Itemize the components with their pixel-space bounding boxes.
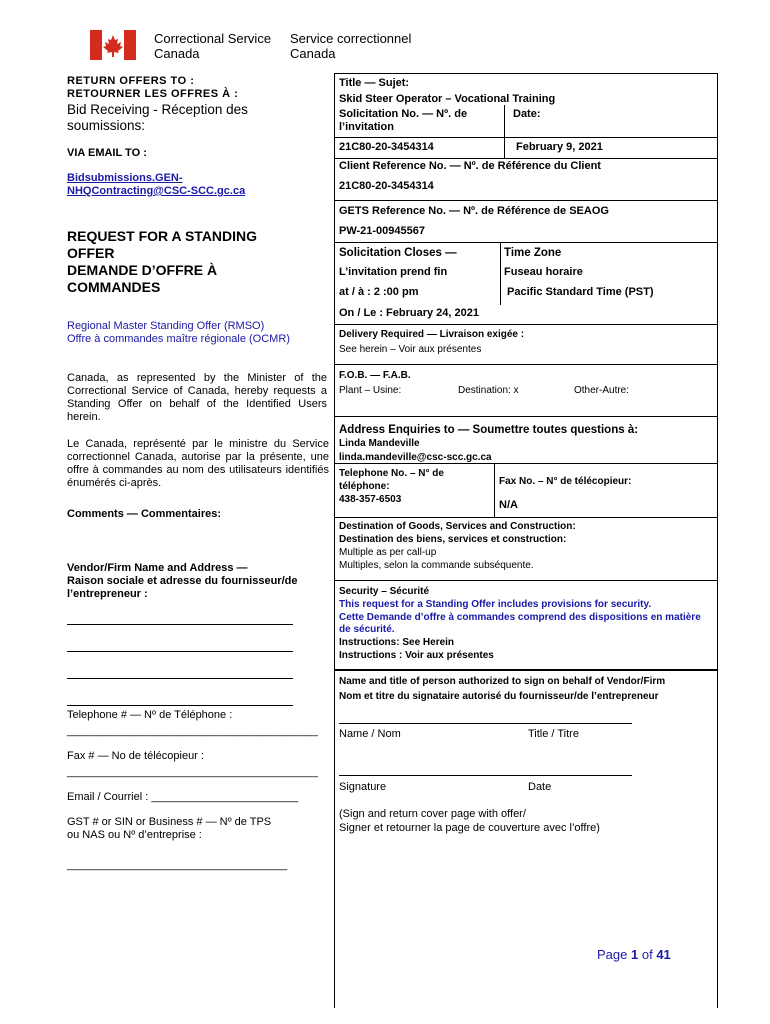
page-prefix: Page — [597, 947, 628, 962]
closes-time: at / à : 2 :00 pm — [339, 286, 419, 298]
enquiries-label: Address Enquiries to — Soumettre toutes questions à: — [339, 424, 639, 436]
vendor-address-line-3[interactable] — [67, 678, 293, 679]
gets-ref-label: GETS Reference No. — Nº. de Référence de SEAOG — [339, 205, 609, 217]
date-value: February 9, 2021 — [516, 141, 603, 153]
req-line4: COMMANDES — [67, 279, 161, 295]
divider — [334, 200, 717, 201]
gst-label — [67, 816, 271, 842]
name-label: Name / Nom — [339, 728, 401, 740]
vendor-line2: Raison sociale et adresse du fournisseur/de — [67, 575, 298, 587]
rmso-label — [67, 320, 290, 346]
dest-goods-label-fr: Destination des biens, services et construction: — [339, 534, 567, 545]
security-text-en: This request for a Standing Offer includes provisions for security. — [339, 599, 652, 610]
security-text-fr: Cette Demande d’offre à commandes comprend des dispositions en matière — [339, 612, 701, 623]
closes-label: Solicitation Closes — — [339, 247, 457, 259]
gst-field[interactable]: ____________________________________ — [67, 859, 288, 871]
vendor-address-line-4[interactable] — [67, 705, 293, 706]
page-current: 1 — [631, 947, 639, 962]
return-offers-fr: RETOURNER LES OFFRES À : — [67, 88, 239, 100]
destination-label: Destination: x — [458, 385, 519, 396]
divider — [504, 105, 505, 158]
vendor-line1: Vendor/Firm Name and Address — — [67, 562, 248, 574]
page-of: of — [641, 947, 653, 962]
security-label: Security – Sécurité — [339, 586, 430, 597]
authorized-signer-label — [339, 675, 665, 703]
dest-goods-value: Multiple as per call-up — [339, 547, 437, 558]
gets-ref-value: PW-21-00945567 — [339, 225, 426, 237]
divider — [334, 137, 717, 138]
bid-email-line2: NHQContracting@CSC-SCC.gc.ca — [67, 185, 246, 197]
rmso-fr: Offre à commandes maître régionale (OCMR) — [67, 333, 290, 345]
title-label-sign: Title / Titre — [528, 728, 579, 740]
via-email-label: VIA EMAIL TO : — [67, 147, 147, 159]
telephone-no-label — [339, 467, 444, 493]
title-label: Title — Sujet: — [339, 77, 410, 89]
delivery-label: Delivery Required — Livraison exigée : — [339, 329, 525, 340]
vendor-address-line-1[interactable] — [67, 624, 293, 625]
solicitation-label-line1: Solicitation No. — Nº. de — [339, 108, 468, 120]
rmso-en: Regional Master Standing Offer (RMSO) — [67, 320, 265, 332]
tel-label-line2: téléphone: — [339, 481, 390, 492]
divider — [334, 242, 717, 243]
instructions-en: Instructions: See Herein — [339, 637, 455, 648]
page-total: 41 — [656, 947, 671, 962]
contact-email[interactable]: linda.mandeville@csc-scc.gc.ca — [339, 452, 492, 463]
authorized-signer-fr: Nom et titre du signataire autorisé du fournisseur/de l’entrepreneur — [339, 691, 659, 702]
divider — [334, 580, 717, 581]
canada-flag-logo — [90, 30, 136, 60]
solicitation-no-label — [339, 108, 467, 134]
dept-name-en — [154, 31, 271, 61]
divider — [500, 242, 501, 305]
dept-fr-line1: Service correctionnel — [290, 31, 412, 46]
closes-date: On / Le : February 24, 2021 — [339, 307, 480, 319]
bid-receiving — [67, 102, 248, 134]
comments-label: Comments — Commentaires: — [67, 508, 222, 520]
date-label: Date: — [513, 108, 541, 120]
bid-receiving-line2: soumissions: — [67, 118, 146, 133]
client-ref-label: Client Reference No. — Nº. de Référence du Client — [339, 160, 601, 172]
title-value: Skid Steer Operator – Vocational Training — [339, 93, 556, 105]
signature-label: Signature — [339, 781, 387, 793]
tel-label-line1: Telephone No. – N° de — [339, 468, 444, 479]
plant-label: Plant – Usine: — [339, 385, 402, 396]
vendor-address-line-2[interactable] — [67, 651, 293, 652]
name-title-line[interactable] — [339, 723, 632, 724]
canada-request-en: Canada, as represented by the Minister of the Correctional Service of Canada, hereby requests a Standing Offer on behalf of the Identified Users herein. — [67, 372, 327, 423]
req-line2: OFFER — [67, 245, 115, 261]
authorized-signer-en: Name and title of person authorized to sign on behalf of Vendor/Firm — [339, 676, 666, 687]
solicitation-no-value: 21C80-20-3454314 — [339, 141, 434, 153]
divider — [334, 158, 717, 159]
fax-field[interactable]: _________________________________________ — [67, 766, 318, 778]
req-line1: REQUEST FOR A STANDING — [67, 228, 258, 244]
telephone-label: Telephone # — Nº de Téléphone : — [67, 709, 233, 721]
return-offers-label — [67, 75, 238, 101]
divider — [334, 364, 717, 365]
bid-email-link[interactable] — [67, 172, 245, 198]
dept-name-fr — [290, 31, 411, 61]
dept-fr-line2: Canada — [290, 46, 336, 61]
canada-request-fr: Le Canada, représenté par le ministre du Service correctionnel Canada, autorise par la présente, une offre à commandes au nom des utilisateurs identifiés énumérés ci-après. — [67, 438, 329, 489]
delivery-value: See herein – Voir aux présentes — [339, 344, 482, 355]
dept-en-line1: Correctional Service — [154, 31, 272, 46]
gst-line1: GST # or SIN or Business # — Nº de TPS — [67, 816, 272, 828]
solicitation-label-line2: l’invitation — [339, 121, 394, 133]
email-field[interactable]: Email / Courriel : ________________________ — [67, 791, 299, 803]
req-line3: DEMANDE D’OFFRE À — [67, 262, 218, 278]
timezone-label: Time Zone — [504, 247, 562, 259]
fax-no-value: N/A — [499, 499, 518, 511]
fob-label: F.O.B. — F.A.B. — [339, 370, 411, 381]
sign-return-note — [339, 807, 600, 835]
security-text-fr-2: de sécurité. — [339, 624, 395, 635]
client-ref-value: 21C80-20-3454314 — [339, 180, 434, 192]
instructions-fr: Instructions : Voir aux présentes — [339, 650, 494, 661]
request-standing-offer-title — [67, 228, 257, 296]
divider — [334, 517, 717, 518]
dept-en-line2: Canada — [154, 46, 200, 61]
divider — [334, 324, 717, 325]
sign-return-fr: Signer et retourner la page de couverture avec l’offre) — [339, 822, 600, 834]
divider — [334, 416, 717, 417]
bid-receiving-line1: Bid Receiving - Réception des — [67, 102, 248, 117]
sign-return-en: (Sign and return cover page with offer/ — [339, 808, 526, 820]
closes-label-fr: L’invitation prend fin — [339, 266, 448, 278]
date-label-sign: Date — [528, 781, 552, 793]
gst-line2: ou NAS ou Nº d’entreprise : — [67, 829, 202, 841]
signature-line[interactable] — [339, 775, 632, 776]
telephone-no-value: 438-357-6503 — [339, 494, 402, 505]
bid-email-line1: Bidsubmissions.GEN- — [67, 172, 183, 184]
vendor-label — [67, 562, 297, 601]
timezone-label-fr: Fuseau horaire — [504, 266, 583, 278]
return-offers-en: RETURN OFFERS TO : — [67, 75, 195, 87]
telephone-field[interactable]: _________________________________________ — [67, 725, 318, 737]
other-label: Other-Autre: — [574, 385, 630, 396]
dest-goods-value-fr: Multiples, selon la commande subséquente. — [339, 560, 534, 571]
contact-name: Linda Mandeville — [339, 438, 420, 449]
page-number — [597, 947, 671, 962]
dest-goods-label: Destination of Goods, Services and Construction: — [339, 521, 576, 532]
fax-label: Fax # — No de télécopieur : — [67, 750, 204, 762]
timezone-value: Pacific Standard Time (PST) — [507, 286, 654, 298]
divider — [494, 463, 495, 517]
vendor-line3: l’entrepreneur : — [67, 588, 148, 600]
fax-no-label: Fax No. – N° de télécopieur: — [499, 476, 632, 487]
